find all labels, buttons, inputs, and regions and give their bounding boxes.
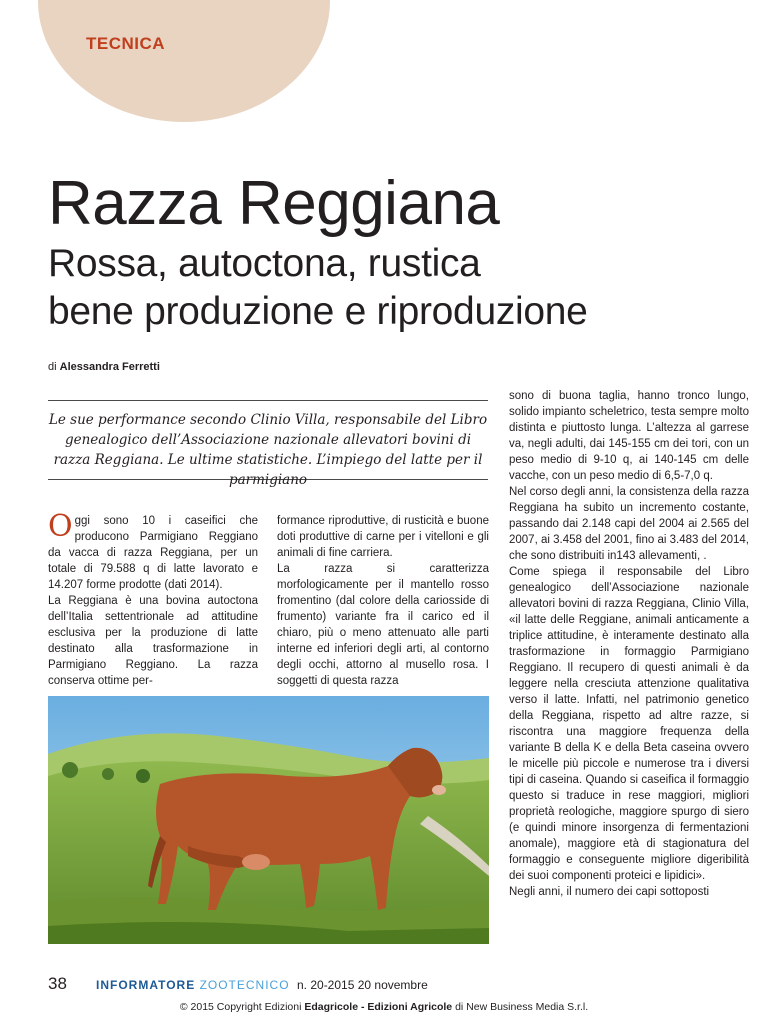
paragraph-text: ggi sono 10 i caseifici che producono Parmigiano Reggiano da vacca di razza Reggiana, per un totale di 79.588 q di latte lavorato e 14.207 forme prodotte (dati 2014).	[48, 515, 258, 591]
body-column-1	[48, 509, 258, 689]
subtitle-line-1: Rossa, autoctona, rustica	[48, 242, 481, 285]
decorative-circle	[38, 0, 330, 122]
paragraph: formance riproduttive, di rusticità e buone doti produttive di carne per i vitelloni e gli animali di fine carriera.	[277, 515, 489, 559]
author-name: Alessandra Ferretti	[59, 361, 160, 373]
copyright-prefix: © 2015 Copyright Edizioni	[179, 1001, 302, 1013]
body-column-3	[509, 388, 749, 900]
paragraph: Come spiega il responsabile del Libro genealogico dell’Associazione nazionale allevatori bovini di razza Reggiana, Clinio Villa, «il latte delle Reggiane, animali anticamente a triplice attitudine, è interamente destinato alla trasformazione in formaggio Parmigiano Reggiano. Il recupero di questi animali è da leggere nella cresciuta attenzione qualitativa verso il latte. Infatti, nel patrimonio genetico della Reggiana, rispetto ad altre razze, si riscontra una maggiore frequenza della variante B della K e della Beta caseina ovvero le micelle più piccole e numerose tra i diversi tipi di caseina. Quando si caseifica il formaggio questo si traduce in rese maggiori, migliori proprietà reologiche, maggiore spurgo di siero (e quindi minore insorgenza di fermentazioni anomale), maggiore età di stagionatura del formaggio e conseguente migliore digeribilità dei suoi componenti proteici e lipidici».	[509, 566, 749, 882]
cow-photo	[48, 696, 489, 944]
byline-prefix: di	[48, 361, 57, 373]
magazine-name-part1: INFORMATORE	[96, 978, 196, 992]
subtitle-line-2: bene produzione e riproduzione	[48, 290, 588, 333]
drop-cap: O	[48, 509, 73, 544]
magazine-name-part2: ZOOTECNICO	[199, 978, 290, 992]
paragraph: sono di buona taglia, hanno tronco lungo, solido impianto scheletrico, testa sempre molto distinta e piuttosto lunga. L’altezza al garrese va, negli adulti, dai 145-155 cm dei tori, con un peso medio di 9-10 q, ai 140-145 cm delle vacche, con un peso medio di 6,5-7,0 q.	[509, 390, 749, 482]
paragraph: Nel corso degli anni, la consistenza della razza Reggiana ha subito un incremento costante, passando dai 2.148 capi del 2004 ai 2.565 del 2007, ai 3.458 del 2001, fino ai 3.483 del 2014, che sono distribuiti in143 allevamenti, .	[509, 486, 749, 562]
byline	[48, 361, 160, 373]
paragraph: La Reggiana è una bovina autoctona dell’Italia settentrionale ad attitudine esclusiva per la produzione di latte destinato alla trasformazione in Parmigiano Reggiano. La razza conserva ottime per-	[48, 595, 258, 687]
paragraph: Negli anni, il numero dei capi sottoposti	[509, 886, 710, 898]
magazine-name	[96, 978, 290, 992]
lead-box	[48, 400, 488, 488]
article-title: Razza Reggiana	[48, 169, 500, 238]
issue-info: n. 20-2015 20 novembre	[297, 978, 428, 992]
copyright-line	[0, 1001, 768, 1013]
section-label: TECNICA	[86, 34, 166, 53]
copyright-publisher: Edagricole - Edizioni Agricole	[304, 1001, 453, 1013]
paragraph	[48, 509, 258, 593]
copyright-suffix: di New Business Media S.r.l.	[455, 1001, 589, 1013]
paragraph: La razza si caratterizza morfologicamente per il mantello rosso fromentino (dal colore della cariosside di frumento) variante fra il carico ed il chiaro, più o meno attenuato alle parti interne ed inferiori degli arti, al contorno degli occhi, attorno al musello rosa. I soggetti di questa razza	[277, 563, 489, 687]
page-number: 38	[48, 974, 67, 993]
article-subtitle	[48, 240, 588, 336]
lead-text: Le sue performance secondo Clinio Villa, responsabile del Libro genealogico dell’Associazione nazionale allevatori bovini di razza Reggiana. Le ultime statistiche. L’impiego del latte per il parmigiano	[48, 412, 488, 488]
body-column-2	[277, 513, 489, 689]
